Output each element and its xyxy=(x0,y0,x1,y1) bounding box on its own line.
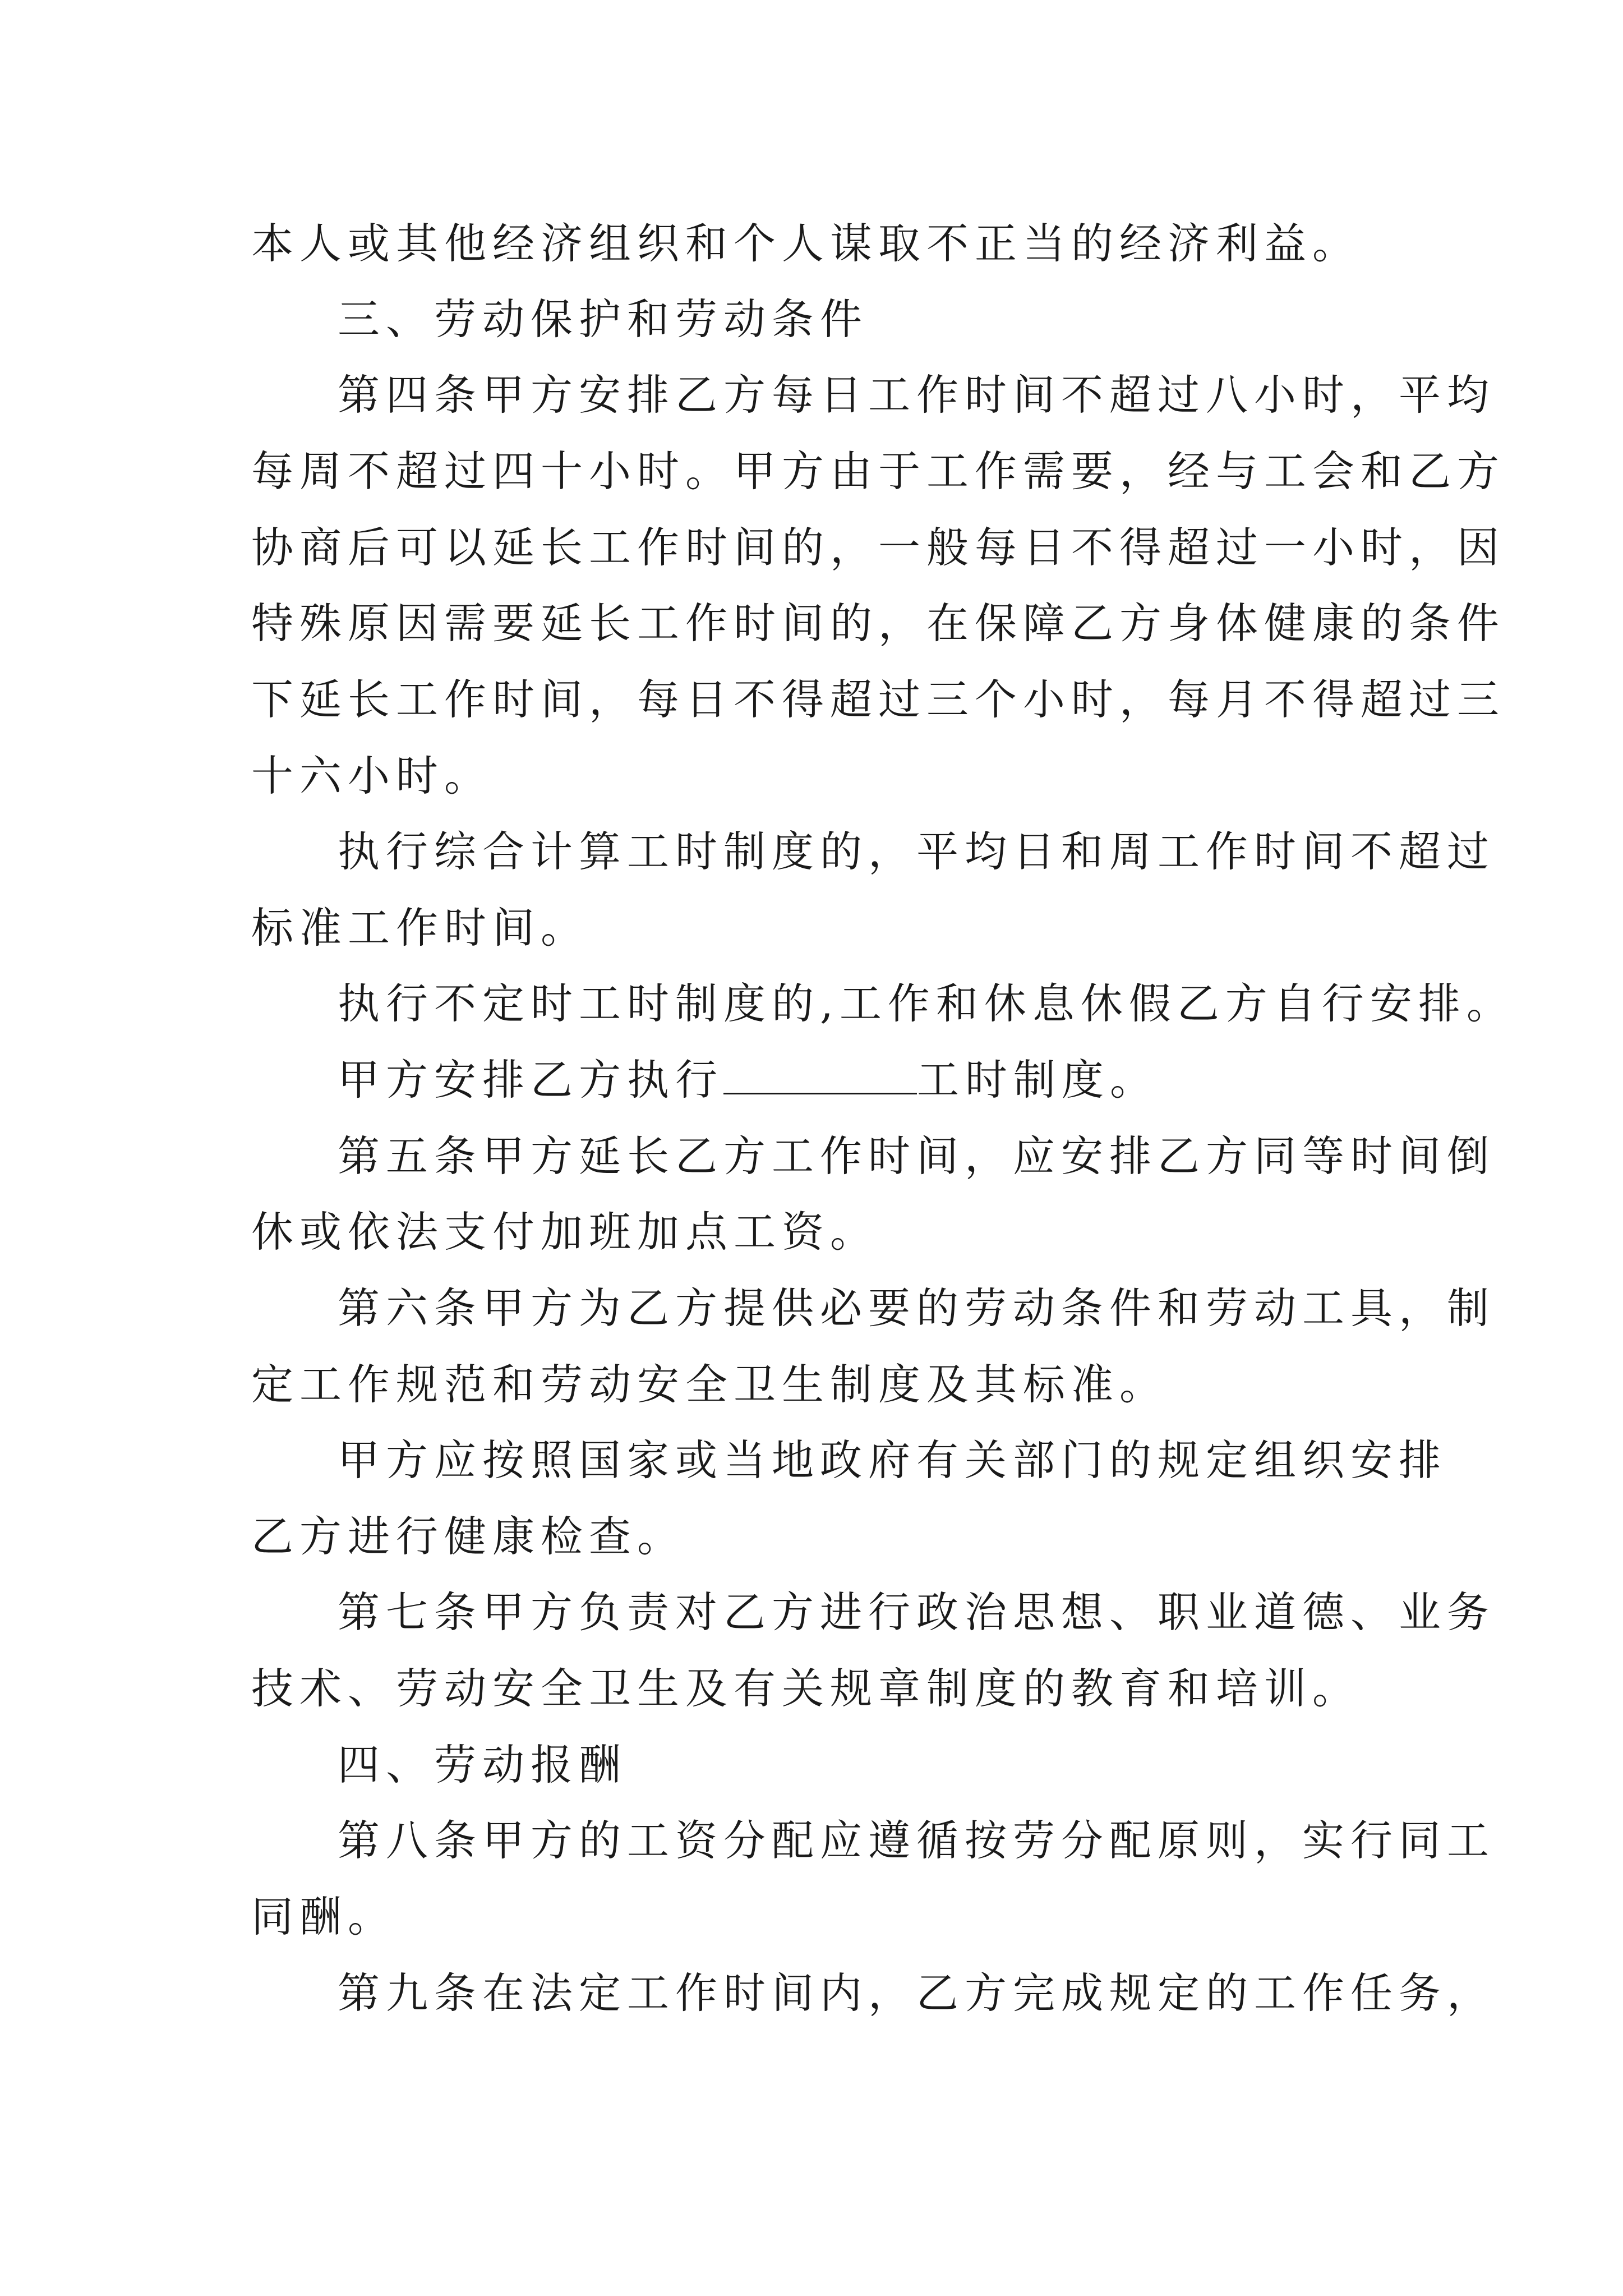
text-line: 技术、劳动安全卫生及有关规章制度的教育和培训。 xyxy=(251,1664,1361,1713)
text-line: 第六条甲方为乙方提供必要的劳动条件和劳动工具，制 xyxy=(338,1283,1496,1333)
text-line: 本人或其他经济组织和个人谋取不正当的经济利益。 xyxy=(251,219,1361,268)
text-line: 执行综合计算工时制度的，平均日和周工作时间不超过 xyxy=(338,827,1496,876)
blank-suffix: 工时制度。 xyxy=(917,1055,1159,1105)
text-line: 同酬。 xyxy=(251,1892,396,1941)
section-heading: 三、劳动保护和劳动条件 xyxy=(338,295,869,344)
text-line: 协商后可以延长工作时间的，一般每日不得超过一小时，因 xyxy=(251,523,1506,572)
text-line: 第五条甲方延长乙方工作时间，应安排乙方同等时间倒 xyxy=(338,1131,1496,1181)
text-line: 第九条在法定工作时间内，乙方完成规定的工作任务， xyxy=(338,1968,1496,2018)
text-line: 休或依法支付加班加点工资。 xyxy=(251,1207,879,1257)
blank-prefix: 甲方安排乙方执行 xyxy=(338,1055,724,1105)
text-line: 定工作规范和劳动安全卫生制度及其标准。 xyxy=(251,1360,1168,1409)
text-line: 第七条甲方负责对乙方进行政治思想、职业道德、业务 xyxy=(338,1588,1496,1637)
text-line: 标准工作时间。 xyxy=(251,903,589,953)
text-line: 特殊原因需要延长工作时间的，在保障乙方身体健康的条件 xyxy=(251,599,1506,648)
section-heading: 四、劳动报酬 xyxy=(338,1740,628,1789)
text-line: 每周不超过四十小时。甲方由于工作需要，经与工会和乙方 xyxy=(251,447,1506,496)
text-line: 下延长工作时间，每日不得超过三个小时，每月不得超过三 xyxy=(251,675,1506,724)
text-line-with-blank xyxy=(338,1049,1470,1111)
text-line: 执行不定时工时制度的,工作和休息休假乙方自行安排。 xyxy=(338,979,1515,1028)
text-line: 乙方进行健康检查。 xyxy=(251,1512,686,1561)
text-line: 甲方应按照国家或当地政府有关部门的规定组织安排 xyxy=(338,1435,1447,1485)
fill-in-blank[interactable] xyxy=(723,1058,917,1094)
text-line: 十六小时。 xyxy=(251,751,493,800)
text-line: 第四条甲方安排乙方每日工作时间不超过八小时，平均 xyxy=(338,370,1496,420)
text-line: 第八条甲方的工资分配应遵循按劳分配原则，实行同工 xyxy=(338,1816,1496,1865)
